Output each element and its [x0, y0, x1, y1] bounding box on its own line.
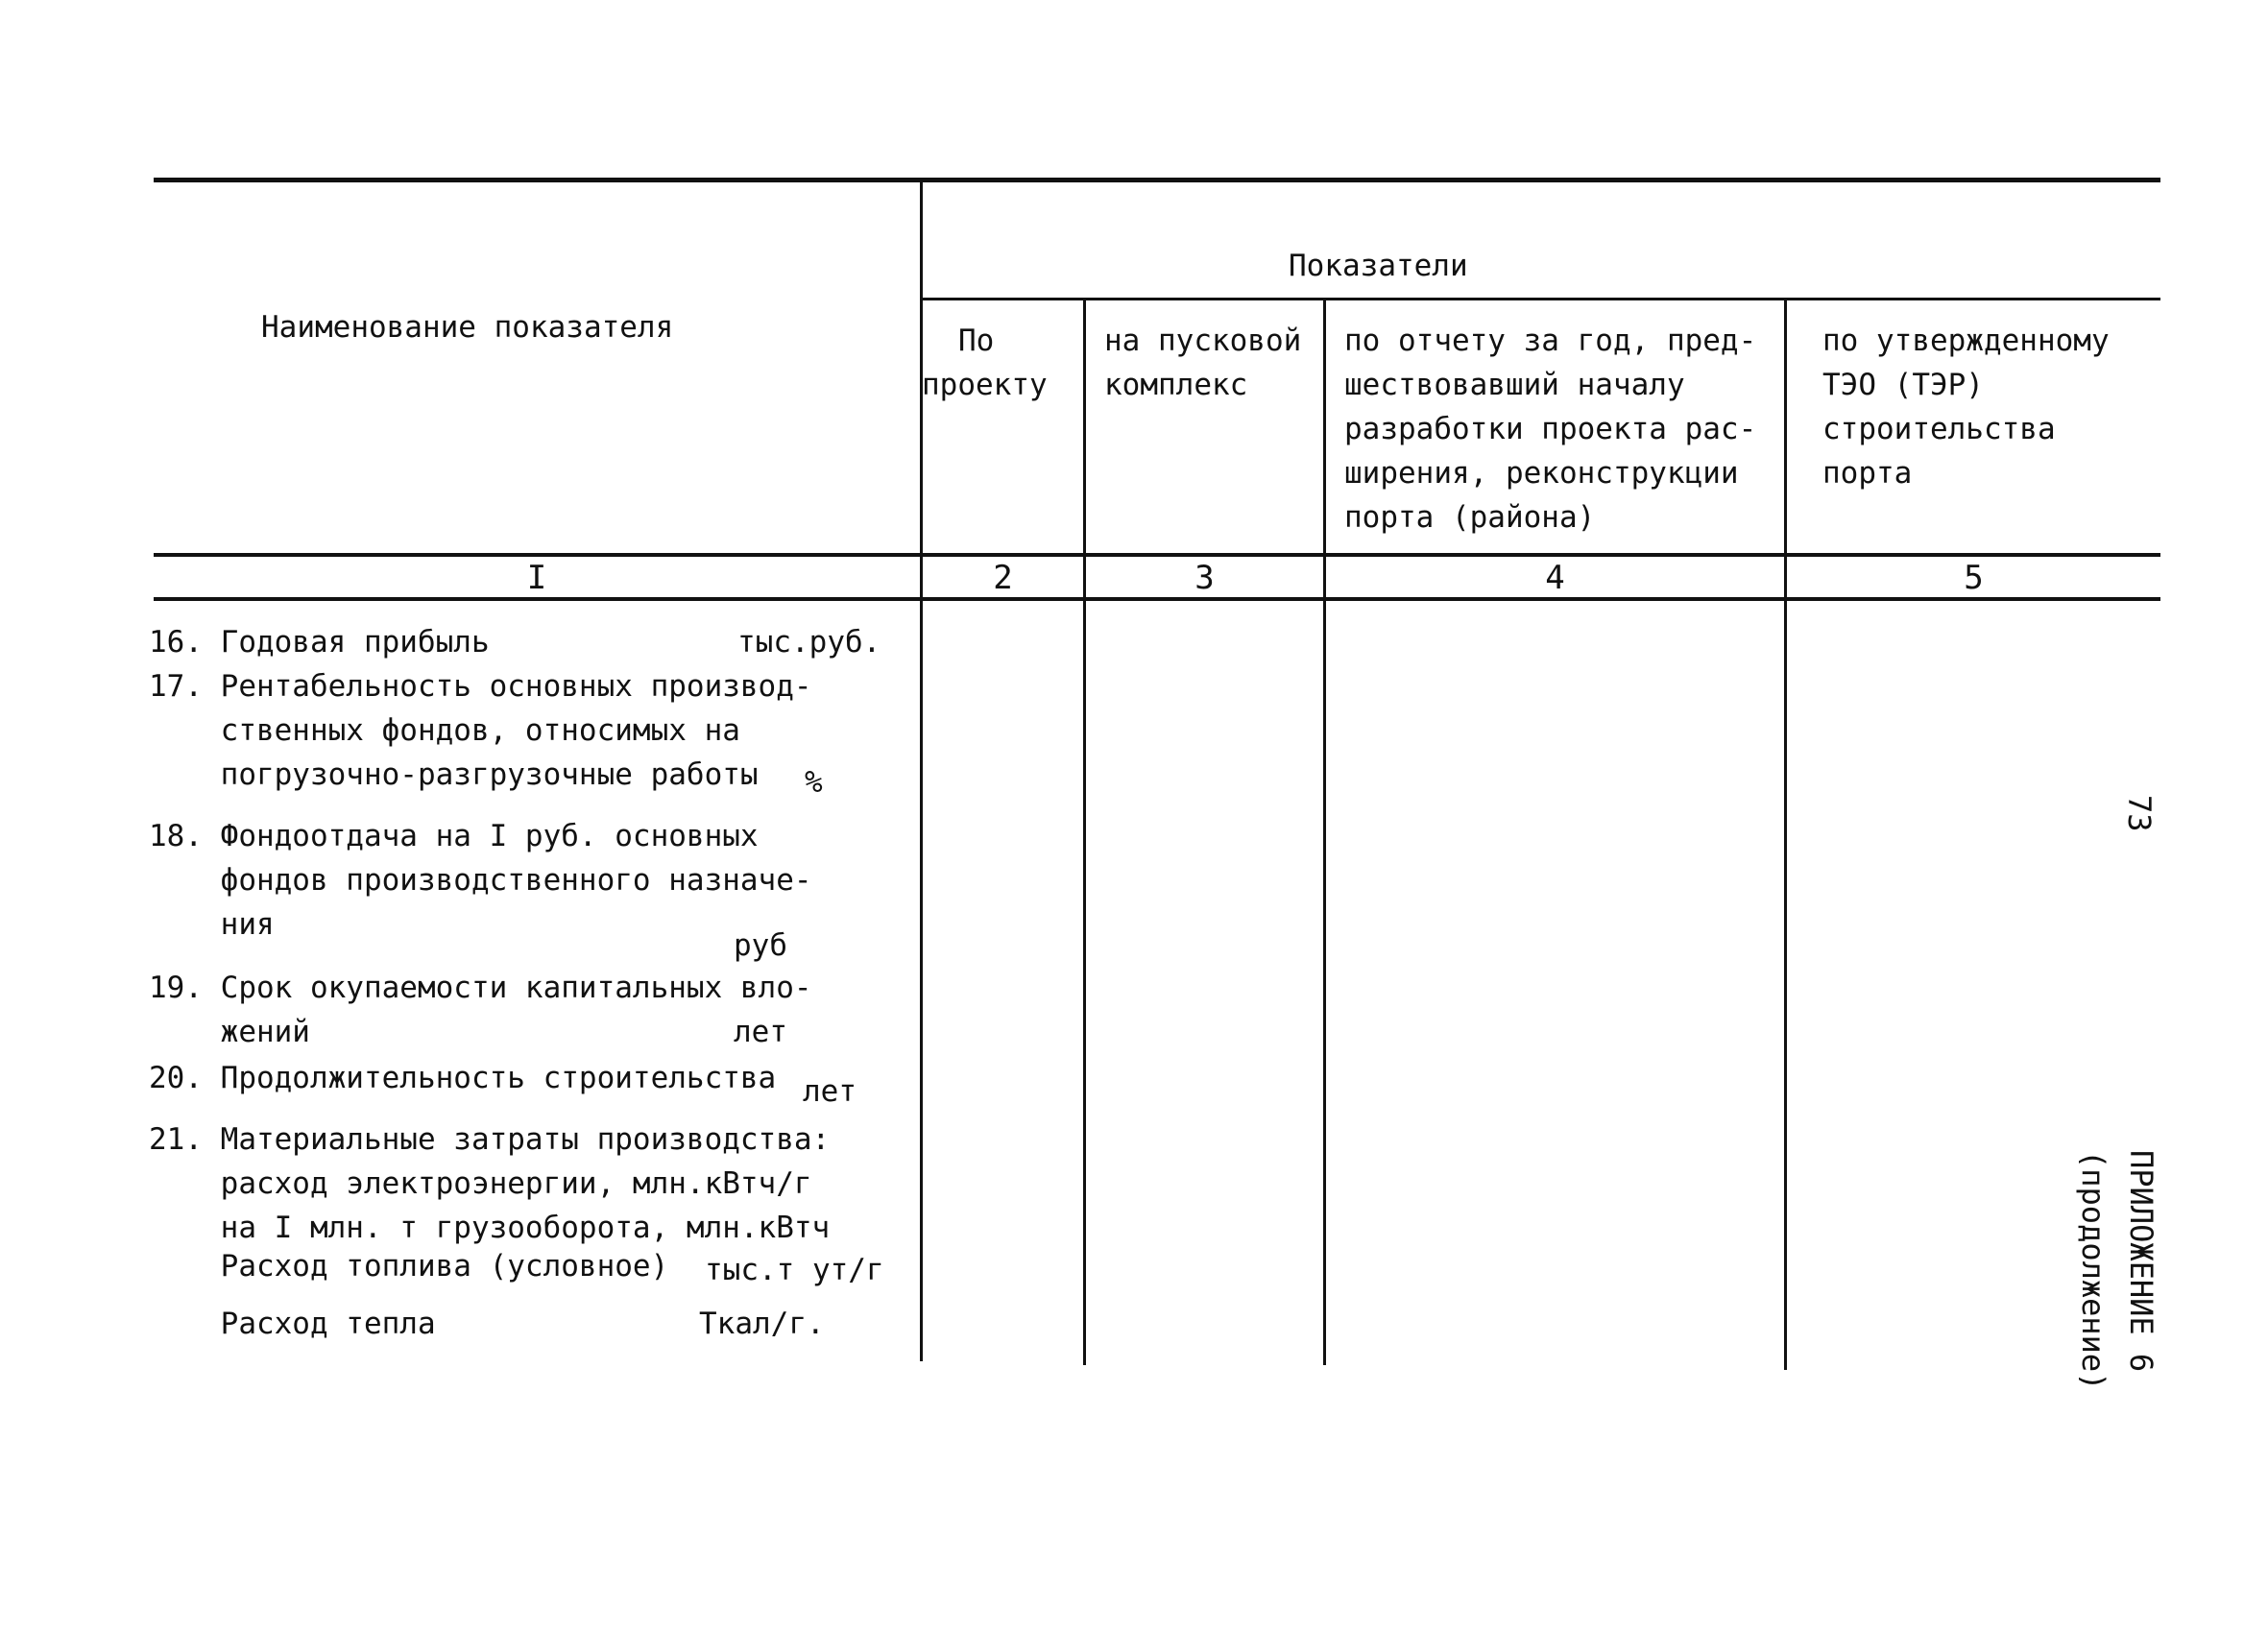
column-number-2: 2 — [993, 559, 1013, 597]
col3-divider — [1323, 300, 1326, 1365]
column-number-3: 3 — [1194, 559, 1215, 597]
row-label-line: ственных фондов, относимых на — [149, 713, 740, 748]
group-header-rule — [922, 298, 2160, 300]
row-unit: тыс.т ут/г — [705, 1253, 884, 1287]
row-label-line: 21. Материальные затраты производства: — [149, 1122, 831, 1157]
row-unit: лет — [803, 1074, 857, 1109]
table-top-rule — [154, 178, 2160, 182]
row-unit: лет — [734, 1015, 787, 1049]
col4-divider — [1784, 300, 1787, 1370]
row-label-line: 16. Годовая прибыль — [149, 625, 490, 660]
row-unit: руб — [734, 928, 787, 963]
column-number-4: 4 — [1545, 559, 1565, 597]
row-label-line: Расход тепла — [149, 1307, 436, 1341]
header-col4-line: разработки проекта рас- — [1344, 412, 1757, 446]
row-label-line: 20. Продолжительность строительства — [149, 1061, 777, 1095]
row-unit: % — [805, 765, 823, 800]
row-unit: Ткал/г. — [699, 1307, 825, 1341]
header-col4-line: шествовавший началу — [1344, 368, 1685, 402]
row-label-line: 18. Фондоотдача на I руб. основных — [149, 819, 759, 853]
row-label-line: 17. Рентабельность основных производ- — [149, 669, 812, 704]
header-col5-line: ТЭО (ТЭР) — [1822, 368, 1984, 402]
header-col2-line: По — [958, 324, 995, 358]
row-label-line: ния — [149, 907, 275, 942]
column-number-5: 5 — [1964, 559, 1984, 597]
column-number-rule — [154, 597, 2160, 601]
row-label-line: погрузочно-разгрузочные работы — [149, 757, 759, 792]
header-name-column: Наименование показателя — [261, 310, 674, 345]
header-bottom-rule — [154, 553, 2160, 557]
header-col3-line: комплекс — [1104, 368, 1248, 402]
row-label-line: расход электроэнергии, млн.кВтч/г — [149, 1166, 812, 1201]
row-label-line: Расход топлива (условное) — [149, 1249, 669, 1284]
header-col2-line: проекту — [922, 368, 1048, 402]
header-col5-line: порта — [1822, 456, 1913, 491]
row-unit: тыс.руб. — [737, 625, 881, 660]
column-number-1: I — [526, 559, 547, 597]
col1-divider — [920, 180, 923, 1361]
header-col4-line: ширения, реконструкции — [1344, 456, 1739, 491]
row-label-line: на I млн. т грузооборота, млн.кВтч — [149, 1211, 831, 1245]
row-label-line: фондов производственного назначе- — [149, 863, 812, 898]
row-label-line: 19. Срок окупаемости капитальных вло- — [149, 971, 812, 1005]
header-col4-line: по отчету за год, пред- — [1344, 324, 1757, 358]
header-col3-line: на пусковой — [1104, 324, 1302, 358]
page-number: 73 — [2121, 795, 2158, 832]
col2-divider — [1083, 300, 1086, 1365]
appendix-title: ПРИЛОЖЕНИЕ 6 — [2123, 1150, 2159, 1373]
header-col5-line: по утвержденному — [1822, 324, 2110, 358]
appendix-continuation: (продолжение) — [2075, 1150, 2111, 1391]
header-col5-line: строительства — [1822, 412, 2056, 446]
header-col4-line: порта (района) — [1344, 500, 1596, 535]
row-label-line: жений — [149, 1015, 310, 1049]
header-indicators-group: Показатели — [1289, 249, 1468, 283]
